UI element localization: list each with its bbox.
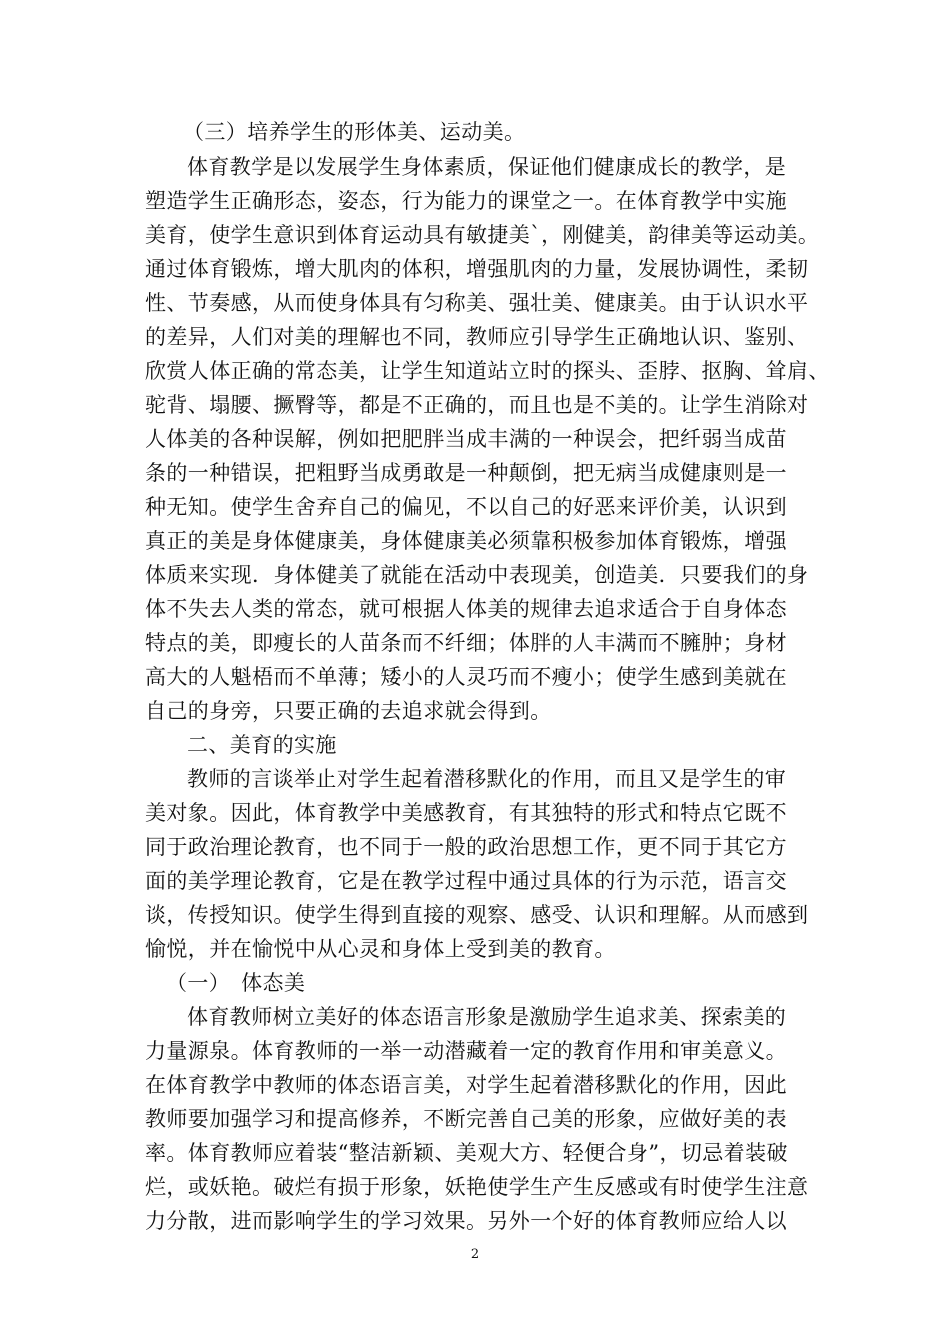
paragraph-line: 特点的美，即瘦长的人苗条而不纤细；体胖的人丰满而不臃肿；身材 (145, 631, 787, 655)
paragraph-line: 种无知。使学生舍弃自己的偏见，不以自己的好恶来评价美，认识到 (145, 495, 787, 519)
paragraph-line: 面的美学理论教育，它是在教学过程中通过具体的行为示范，语言交 (145, 869, 787, 893)
paragraph-line: 美育，使学生意识到体育运动具有敏捷美`，刚健美，韵律美等运动美。 (145, 223, 820, 247)
paragraph-line: 人体美的各种误解，例如把肥胖当成丰满的一种误会，把纤弱当成苗 (145, 427, 787, 451)
paragraph-line: 谈，传授知识。使学生得到直接的观察、感受、认识和理解。从而感到 (145, 903, 809, 927)
paragraph-line: 教师的言谈举止对学生起着潜移默化的作用，而且又是学生的审 (187, 767, 787, 791)
paragraph-line: 真正的美是身体健康美，身体健康美必须靠积极参加体育锻炼，增强 (145, 529, 787, 553)
paragraph-line: 体质来实现．身体健美了就能在活动中表现美，创造美．只要我们的身 (145, 563, 809, 587)
paragraph-line: 高大的人魁梧而不单薄；矮小的人灵巧而不瘦小；使学生感到美就在 (145, 665, 787, 689)
paragraph-line: 美对象。因此，体育教学中美感教育，有其独特的形式和特点它既不 (145, 801, 787, 825)
paragraph-line: 体育教学是以发展学生身体素质，保证他们健康成长的教学，是 (187, 155, 787, 179)
paragraph-line: 教师要加强学习和提高修养，不断完善自己美的形象，应做好美的表 (145, 1107, 787, 1131)
paragraph-line: 体育教师树立美好的体态语言形象是激励学生追求美、探索美的 (187, 1005, 787, 1029)
paragraph-line: 力分散，进而影响学生的学习效果。另外一个好的体育教师应给人以 (145, 1209, 787, 1233)
paragraph-line: 性、节奏感，从而使身体具有匀称美、强壮美、健康美。由于认识水平 (145, 291, 809, 315)
paragraph-line: 的差异，人们对美的理解也不同，教师应引导学生正确地认识、鉴别、 (145, 325, 809, 349)
section-heading: （一） 体态美 (166, 971, 306, 995)
page-number: 2 (470, 1247, 480, 1262)
paragraph-line: 愉悦，并在愉悦中从心灵和身体上受到美的教育。 (145, 937, 616, 961)
paragraph-line: 体不失去人类的常态，就可根据人体美的规律去追求适合于自身体态 (145, 597, 787, 621)
paragraph-line: 在体育教学中教师的体态语言美，对学生起着潜移默化的作用，因此 (145, 1073, 787, 1097)
paragraph-line: 同于政治理论教育，也不同于一般的政治思想工作，更不同于其它方 (145, 835, 787, 859)
paragraph-line: 驼背、塌腰、撅臀等，都是不正确的，而且也是不美的。让学生消除对 (145, 393, 809, 417)
paragraph-line: 烂，或妖艳。破烂有损于形象，妖艳使学生产生反感或有时使学生注意 (145, 1175, 809, 1199)
paragraph-line: 塑造学生正确形态，姿态，行为能力的课堂之一。在体育教学中实施 (145, 189, 787, 213)
paragraph-line: 通过体育锻炼，增大肌肉的体积，增强肌肉的力量，发展协调性，柔韧 (145, 257, 809, 281)
paragraph-line: 力量源泉。体育教师的一举一动潜藏着一定的教育作用和审美意义。 (145, 1039, 787, 1063)
section-heading: （三）培养学生的形体美、运动美。 (183, 120, 526, 144)
paragraph-line: 条的一种错误，把粗野当成勇敢是一种颠倒，把无病当成健康则是一 (145, 461, 787, 485)
paragraph-line: 自己的身旁，只要正确的去追求就会得到。 (145, 699, 552, 723)
paragraph-line: 率。体育教师应着装“整洁新颖、美观大方、轻便合身”，切忌着装破 (145, 1141, 788, 1165)
section-heading: 二、美育的实施 (187, 733, 337, 757)
paragraph-line: 欣赏人体正确的常态美，让学生知道站立时的探头、歪脖、抠胸、耸肩、 (145, 359, 830, 383)
